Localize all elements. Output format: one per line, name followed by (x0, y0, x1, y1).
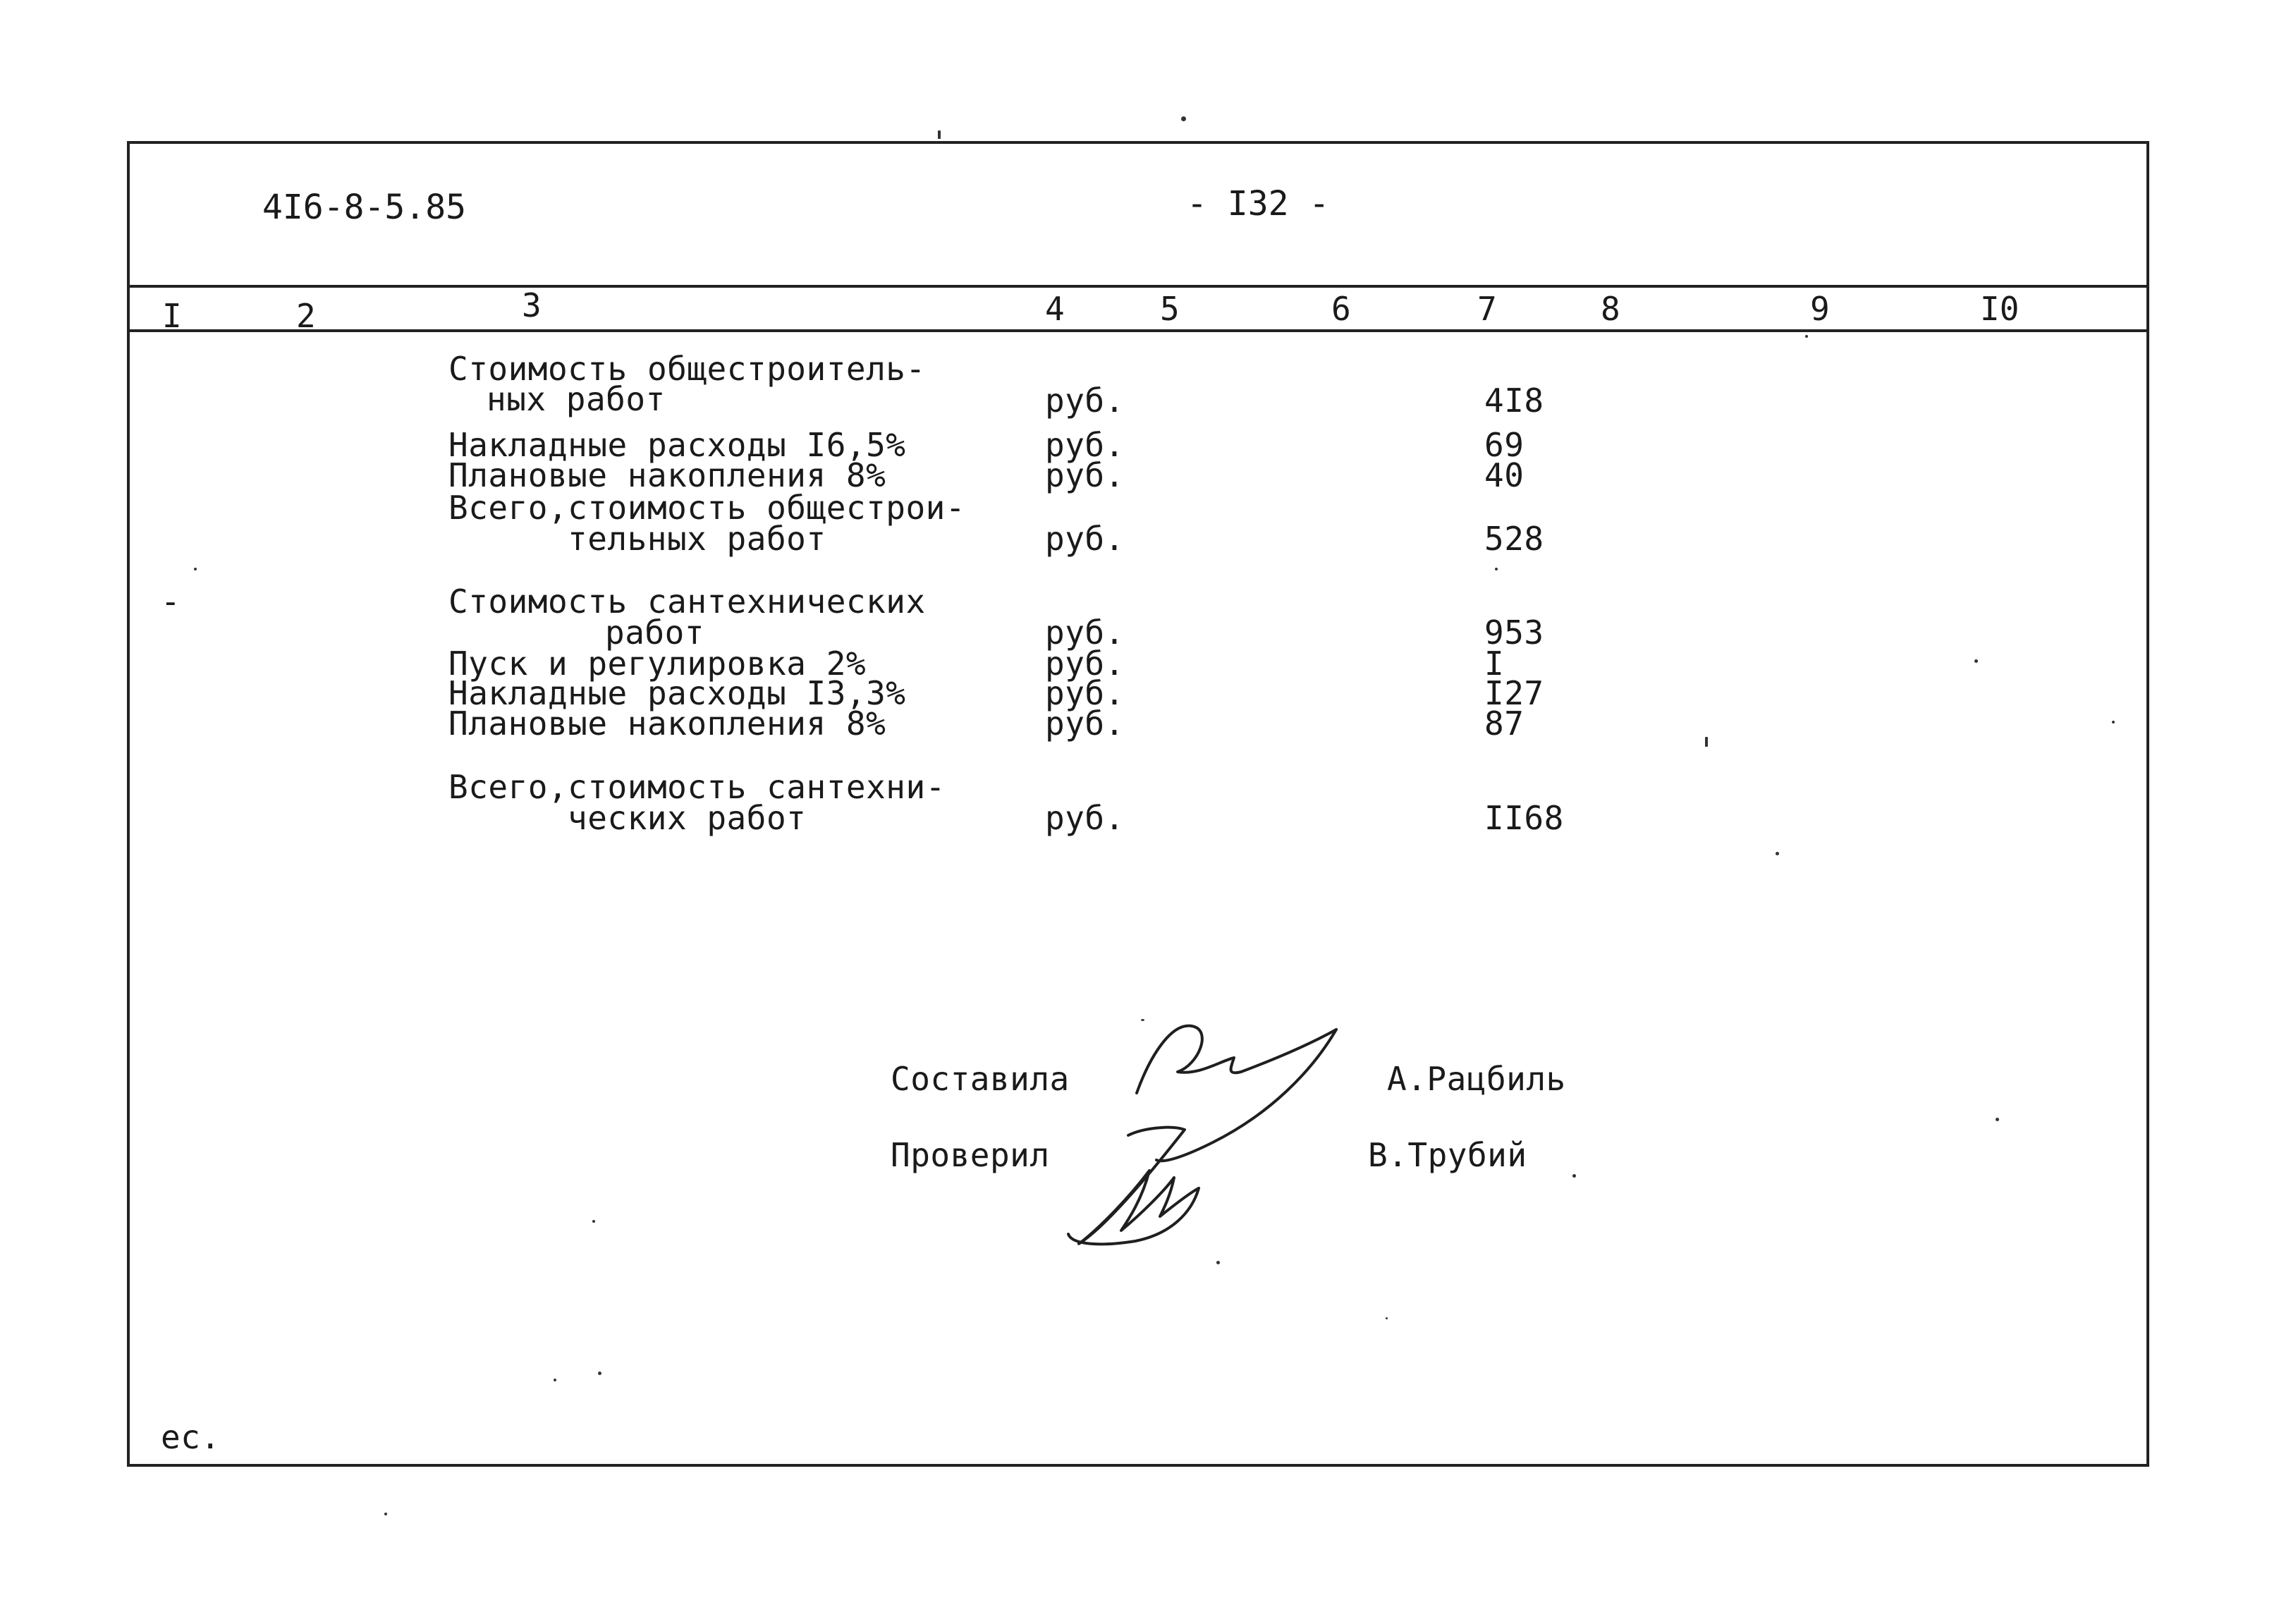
scan-speck (1495, 568, 1498, 570)
scan-speck (1705, 737, 1708, 747)
column-number-8: 8 (1601, 290, 1620, 328)
plumbing-planned-savings-value: 87 (1484, 704, 1525, 743)
scan-speck (1572, 1174, 1576, 1178)
column-number-9: 9 (1810, 290, 1830, 328)
planned-savings-unit: руб. (1045, 456, 1125, 494)
scan-speck (1996, 1118, 1999, 1121)
checked-by-label: Проверил (891, 1136, 1050, 1174)
scan-speck (938, 130, 941, 139)
column-number-6: 6 (1331, 290, 1351, 328)
column-header-divider (130, 329, 2146, 332)
overhead-costs-value: 69 (1484, 426, 1525, 464)
scan-speck (1216, 1261, 1220, 1264)
scan-speck (194, 568, 197, 570)
plumbing-cost-unit: руб. (1045, 613, 1125, 652)
overhead-costs-label: Накладные расходы I6,5% (448, 426, 906, 464)
column-number-2: 2 (296, 297, 316, 335)
scan-speck (1181, 116, 1186, 121)
scan-speck (1974, 659, 1978, 663)
plumbing-overhead-unit: руб. (1045, 674, 1125, 712)
column-number-5: 5 (1160, 290, 1180, 328)
plumbing-cost-value: 953 (1484, 613, 1544, 652)
plumbing-cost-label-line1: Стоимость сантехнических (448, 582, 926, 621)
scan-speck (1776, 852, 1779, 855)
scan-speck (598, 1372, 601, 1375)
planned-savings-value: 40 (1484, 456, 1525, 494)
checked-by-name: В.Трубий (1368, 1136, 1527, 1174)
column-number-4: 4 (1045, 290, 1065, 328)
startup-adjustment-label: Пуск и регулировка 2% (448, 645, 867, 683)
scan-speck (1141, 1019, 1144, 1021)
general-construction-cost-label-line1: Стоимость общестроитель- (448, 350, 926, 388)
column-number-10: I0 (1980, 290, 2020, 328)
general-construction-cost-label-line2: ных работ (487, 380, 666, 418)
compiled-by-name: А.Рацбиль (1387, 1060, 1566, 1098)
plumbing-overhead-value: I27 (1484, 674, 1544, 712)
header-divider (130, 285, 2146, 288)
total-construction-cost-label-line1: Всего,стоимость общестрои- (448, 489, 966, 527)
total-construction-cost-label-line2: тельных работ (568, 520, 826, 558)
total-plumbing-cost-unit: руб. (1045, 799, 1125, 837)
startup-adjustment-unit: руб. (1045, 645, 1125, 683)
document-frame (127, 141, 2149, 1467)
plumbing-planned-savings-label: Плановые накопления 8% (448, 704, 886, 743)
total-plumbing-cost-label-line1: Всего,стоимость сантехни- (448, 768, 946, 806)
total-plumbing-cost-value: II68 (1484, 799, 1564, 837)
column-number-7: 7 (1477, 290, 1497, 328)
document-code: 4I6-8-5.85 (262, 188, 466, 227)
scan-speck (592, 1220, 595, 1223)
plumbing-overhead-label: Накладные расходы I3,3% (448, 674, 906, 712)
scan-speck (384, 1513, 387, 1515)
planned-savings-label: Плановые накопления 8% (448, 456, 886, 494)
scan-speck (554, 1379, 556, 1381)
scan-speck (1805, 335, 1808, 338)
column-number-3: 3 (522, 286, 542, 324)
general-construction-cost-unit: руб. (1045, 381, 1125, 420)
page-number: - I32 - (1187, 184, 1330, 224)
section-dash-mark: - (161, 582, 181, 621)
column-number-1: I (162, 297, 182, 335)
startup-adjustment-value: I (1484, 645, 1505, 683)
compiled-by-label: Составила (891, 1060, 1070, 1098)
scan-speck (1386, 1317, 1388, 1319)
footer-mark: ес. (161, 1418, 221, 1456)
total-construction-cost-unit: руб. (1045, 520, 1125, 558)
plumbing-cost-label-line2: работ (605, 613, 704, 652)
overhead-costs-unit: руб. (1045, 426, 1125, 464)
scan-speck (2112, 721, 2115, 724)
plumbing-planned-savings-unit: руб. (1045, 704, 1125, 743)
total-plumbing-cost-label-line2: ческих работ (568, 799, 807, 837)
total-construction-cost-value: 528 (1484, 520, 1544, 558)
general-construction-cost-value: 4I8 (1484, 381, 1544, 420)
